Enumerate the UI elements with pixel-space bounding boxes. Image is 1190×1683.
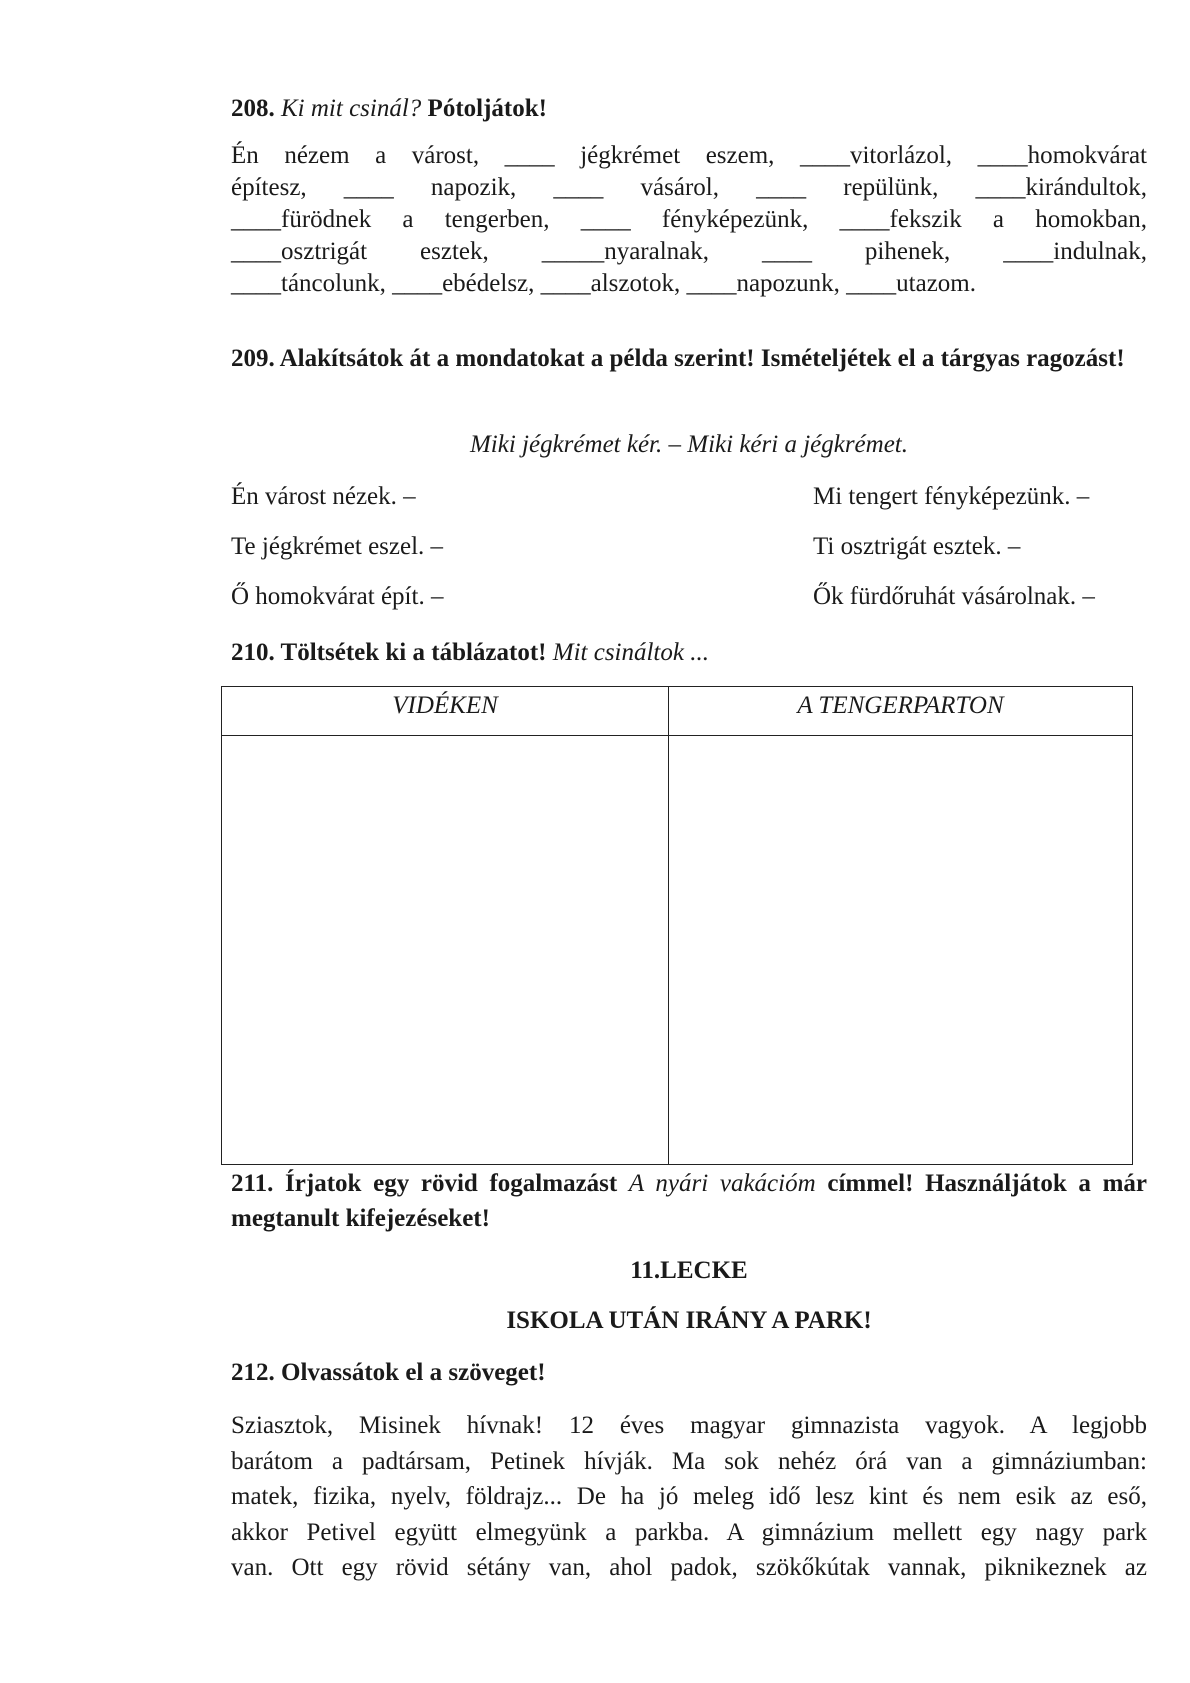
exercise-208-line: építesz, ____ napozik, ____ vásárol, ____ repülünk, ____kirándultok, (231, 174, 1147, 201)
exercise-209-left-sentence: Te jégkrémet eszel. – (231, 533, 444, 560)
exercise-209-right-sentence: Ti osztrigát esztek. – (813, 533, 1021, 560)
reading-line: van. Ott egy rövid sétány van, ahol padok, szökőkútak vannak, piknikeznek az (231, 1554, 1147, 1581)
exercise-212-title: 212. Olvassátok el a szöveget! (231, 1359, 546, 1386)
reading-line: matek, fizika, nyelv, földrajz... De ha jó meleg idő lesz kint és nem esik az eső, (231, 1483, 1147, 1510)
exercise-208-title: 208. Ki mit csinál? Pótoljátok! (231, 95, 547, 122)
exercise-208-line: Én nézem a várost, ____ jégkrémet eszem, ____vitorlázol, ____homokvárat (231, 142, 1147, 169)
exercise-208-line: ____fürödnek a tengerben, ____ fényképezünk, ____fekszik a homokban, (231, 206, 1147, 233)
reading-line: akkor Petivel együtt elmegyünk a parkba. A gimnázium mellett egy nagy park (231, 1518, 1147, 1546)
exercise-209-row (231, 480, 1147, 514)
exercise-209-right-sentence: Ők fürdőruhát vásárolnak. – (813, 583, 1095, 610)
table-cell-videken[interactable] (222, 736, 669, 1165)
table-header-videken: VIDÉKEN (222, 687, 669, 736)
exercise-209-left-sentence: Én várost nézek. – (231, 483, 416, 510)
exercise-211-title: 211. Írjatok egy rövid fogalmazást A nyári vakációm címmel! Használjátok a már megtanult kifejezéseket! (231, 1170, 1148, 1232)
lesson-number: 11.LECKE (630, 1257, 748, 1284)
table-cell-tengerparton[interactable] (669, 736, 1133, 1165)
reading-line: barátom a padtársam, Petinek hívják. Ma sok nehéz órá van a gimnáziumban: (231, 1447, 1147, 1475)
exercise-208-body (231, 140, 1147, 300)
exercise-209-left-sentence: Ő homokvárat épít. – (231, 583, 444, 610)
table-header-tengerparton: A TENGERPARTON (669, 687, 1133, 736)
exercise-210-title: 210. Töltsétek ki a táblázatot! Mit csináltok ... (231, 639, 709, 666)
reading-line: Sziasztok, Misinek hívnak! 12 éves magyar gimnazista vagyok. A legjobb (231, 1412, 1147, 1439)
exercise-209-row (231, 530, 1147, 564)
exercise-208-line: ____osztrigát esztek, _____nyaralnak, ____ pihenek, ____indulnak, (231, 238, 1147, 265)
exercise-209-right-sentence: Mi tengert fényképezünk. – (813, 483, 1090, 510)
exercise-209-example: Miki jégkrémet kér. – Miki kéri a jégkrémet. (469, 431, 908, 458)
exercise-209-title: 209. Alakítsátok át a mondatokat a példa szerint! Ismételjétek el a tárgyas ragozást! (231, 345, 1125, 372)
exercise-208-line: ____táncolunk, ____ebédelsz, ____alszotok, ____napozunk, ____utazom. (231, 270, 976, 297)
exercise-209-row (231, 580, 1147, 614)
lesson-title: ISKOLA UTÁN IRÁNY A PARK! (506, 1307, 872, 1334)
exercise-210-table (221, 686, 1133, 1165)
exercise-212-text (231, 1408, 1147, 1586)
